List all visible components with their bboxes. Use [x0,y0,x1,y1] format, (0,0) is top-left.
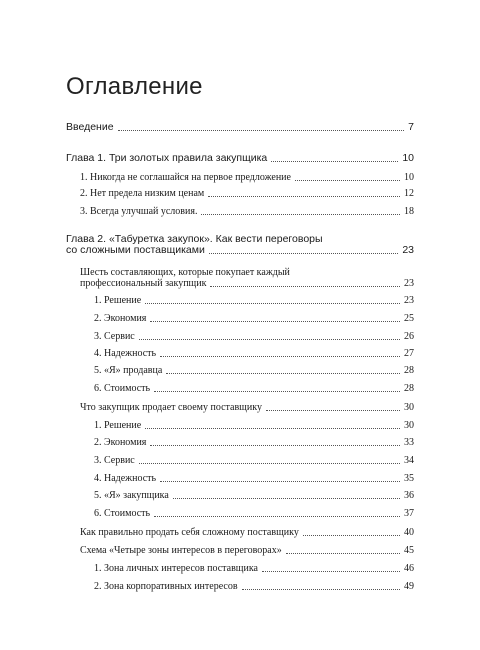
toc-entry-section[interactable] [94,365,414,376]
toc-entry-label: Что закупщик продает своему поставщику [80,402,262,413]
toc-entry-chapter-2[interactable] [66,234,414,256]
toc-entry-label: Схема «Четыре зоны интересов в переговорах» [80,545,282,556]
toc-entry-page: 23 [402,244,414,256]
toc-entry-section[interactable] [94,383,414,394]
dot-leader [166,373,400,374]
toc-entry-subchapter[interactable] [80,402,414,413]
dot-leader [154,516,400,517]
toc-entry-section[interactable] [94,331,414,342]
dot-leader [150,321,400,322]
toc-entry-section[interactable] [94,581,414,592]
dot-leader [118,130,405,131]
toc-entry-page: 30 [404,420,414,431]
toc-entry-section[interactable] [94,437,414,448]
toc-entry-subchapter[interactable] [80,545,414,556]
dot-leader [160,356,400,357]
toc-entry-first-line: Шесть составляющих, которые покупает каждый [80,267,290,278]
dot-leader [208,196,400,197]
dot-leader [262,571,400,572]
dot-leader [160,481,400,482]
toc-entry-section[interactable] [80,172,414,183]
toc-entry-section[interactable] [94,490,414,501]
toc-entry-page: 46 [404,563,414,574]
dot-leader [173,498,400,499]
dot-leader [266,410,400,411]
toc-entry-label: 2. Нет предела низким ценам [80,188,205,199]
dot-leader [271,161,398,162]
toc-entry-section[interactable] [94,313,414,324]
toc-entry-page: 7 [408,121,414,133]
toc-entry-introduction[interactable] [66,122,414,133]
toc-entry-page: 26 [404,331,414,342]
toc-entry-label: 2. Экономия [94,313,147,324]
toc-entry-page: 25 [404,313,414,324]
toc-entry-section[interactable] [80,188,414,199]
toc-entry-section[interactable] [94,348,414,359]
toc-entry-page: 27 [404,348,414,359]
toc-entry-section[interactable] [80,206,414,217]
toc-entry-page: 10 [402,152,414,164]
toc-entry-first-line: Глава 2. «Табуретка закупок». Как вести переговоры [66,233,323,245]
toc-entry-label: 3. Сервис [94,331,135,342]
toc-entry-label: профессиональный закупщик [80,278,207,289]
dot-leader [150,445,400,446]
toc-entry-label: 1. Зона личных интересов поставщика [94,563,258,574]
toc-entry-section[interactable] [94,473,414,484]
page-title: Оглавление [66,73,203,100]
toc-entry-label: 3. Всегда улучшай условия. [80,206,198,217]
toc-entry-page: 23 [404,278,414,289]
toc-entry-label: 1. Решение [94,420,142,431]
toc-entry-section[interactable] [94,508,414,519]
dot-leader [303,535,400,536]
toc-entry-page: 36 [404,490,414,501]
toc-entry-page: 40 [404,527,414,538]
toc-entry-chapter-1[interactable] [66,153,414,164]
toc-entry-page: 28 [404,365,414,376]
toc-entry-page: 34 [404,455,414,466]
dot-leader [145,303,400,304]
dot-leader [139,339,400,340]
dot-leader [242,589,400,590]
toc-entry-label: 4. Надежность [94,473,157,484]
toc-entry-section[interactable] [94,563,414,574]
toc-entry-page: 35 [404,473,414,484]
dot-leader [145,428,400,429]
dot-leader [286,553,400,554]
dot-leader [295,180,400,181]
toc-entry-label: 3. Сервис [94,455,135,466]
toc-entry-label: Введение [66,121,114,133]
toc-entry-label: 4. Надежность [94,348,157,359]
toc-entry-page: 12 [404,188,414,199]
toc-entry-label: 1. Решение [94,295,142,306]
toc-entry-label: 2. Зона корпоративных интересов [94,581,238,592]
toc-entry-page: 28 [404,383,414,394]
toc-entry-label: 2. Экономия [94,437,147,448]
toc-entry-label: 6. Стоимость [94,383,151,394]
toc-entry-page: 23 [404,295,414,306]
dot-leader [201,214,400,215]
toc-entry-page: 45 [404,545,414,556]
toc-entry-section[interactable] [94,420,414,431]
dot-leader [139,463,400,464]
toc-entry-page: 30 [404,402,414,413]
toc-entry-label: Глава 1. Три золотых правила закупщика [66,152,268,164]
dot-leader [209,253,398,254]
toc-entry-section[interactable] [94,295,414,306]
toc-entry-page: 33 [404,437,414,448]
toc-entry-page: 18 [404,206,414,217]
toc-entry-subchapter[interactable] [80,527,414,538]
toc-entry-label: Как правильно продать себя сложному поставщику [80,527,299,538]
toc-entry-page: 37 [404,508,414,519]
toc-entry-label: 1. Никогда не соглашайся на первое предложение [80,172,291,183]
toc-entry-page: 49 [404,581,414,592]
toc-entry-label: 5. «Я» продавца [94,365,163,376]
toc-entry-label: 6. Стоимость [94,508,151,519]
dot-leader [210,286,400,287]
toc-entry-label: со сложными поставщиками [66,244,205,256]
dot-leader [154,391,400,392]
toc-entry-subchapter[interactable] [80,267,414,289]
toc-entry-page: 10 [404,172,414,183]
toc-entry-section[interactable] [94,455,414,466]
toc-entry-label: 5. «Я» закупщика [94,490,169,501]
